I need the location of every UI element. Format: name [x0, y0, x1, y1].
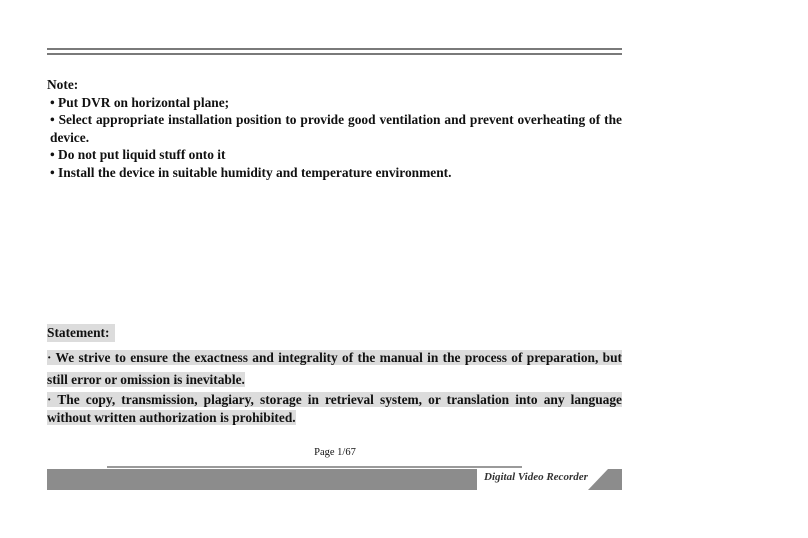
footer-bar: [47, 466, 622, 490]
footer-rule: [107, 466, 522, 468]
statement-item-text: · We strive to ensure the exactness and integrality of the manual in the process of preparation, but still error or omission is inevitable.: [47, 350, 622, 387]
header-rule-top: [47, 48, 622, 50]
note-item: • Install the device in suitable humidity and temperature environment.: [50, 164, 452, 180]
note-item: • Select appropriate installation position to provide good ventilation and prevent overheating of the device.: [50, 112, 622, 145]
statement-item-text: · The copy, transmission, plagiary, storage in retrieval system, or translation into any language without written authorization is prohibited.: [47, 392, 622, 425]
statement-item: [47, 347, 622, 391]
note-item: • Do not put liquid stuff onto it: [50, 147, 226, 162]
statement-item: [47, 391, 622, 427]
footer-label: Digital Video Recorder: [484, 471, 588, 483]
page-number: Page 1/67: [314, 447, 356, 458]
footer-tab-shape: [588, 469, 622, 490]
note-section: [47, 76, 622, 181]
header-rule-bottom: [47, 53, 622, 55]
footer-band: [47, 469, 477, 490]
statement-section: [47, 324, 622, 427]
note-item: • Put DVR on horizontal plane;: [50, 94, 230, 110]
statement-title: Statement:: [47, 324, 115, 342]
note-title: Note:: [47, 77, 79, 92]
